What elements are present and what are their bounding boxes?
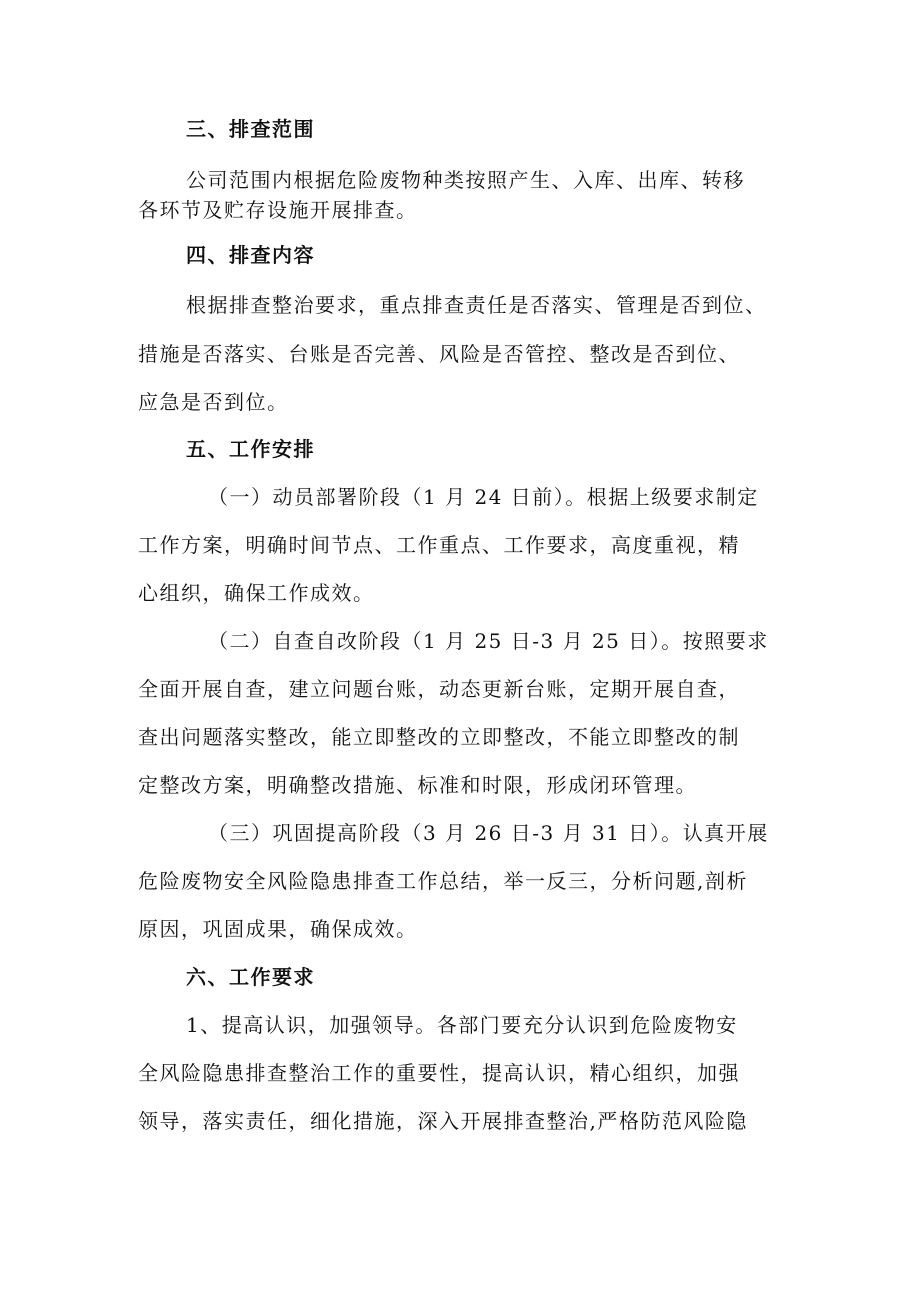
section-heading: 五、工作安排 (186, 437, 315, 461)
paragraph-line: 措施是否落实、台账是否完善、风险是否管控、整改是否到位、 (138, 342, 740, 366)
section-heading: 三、排查范围 (186, 117, 315, 141)
paragraph-line: 公司范围内根据危险废物种类按照产生、入库、出库、转移 (186, 168, 745, 192)
paragraph-line: 查出问题落实整改，能立即整改的立即整改，不能立即整改的制 (138, 725, 740, 749)
section-heading: 四、排查内容 (186, 243, 315, 267)
paragraph-line: 危险废物安全风险隐患排查工作总结，举一反三，分析问题,剖析 (138, 869, 748, 893)
paragraph-line: 领导，落实责任，细化措施，深入开展排查整治,严格防范风险隐 (138, 1109, 748, 1133)
paragraph-line: （二）自查自改阶段（1 月 25 日-3 月 25 日）。按照要求 (208, 629, 769, 653)
paragraph-line: 工作方案，明确时间节点、工作重点、工作要求，高度重视，精 (138, 533, 740, 557)
paragraph-line: 全面开展自查，建立问题台账，动态更新台账，定期开展自查， (138, 677, 740, 701)
paragraph-line: （一）动员部署阶段（1 月 24 日前）。根据上级要求制定 (208, 485, 759, 509)
paragraph-line: 1、提高认识，加强领导。各部门要充分认识到危险废物安 (186, 1013, 738, 1037)
paragraph-line: 全风险隐患排查整治工作的重要性，提高认识，精心组织，加强 (138, 1061, 740, 1085)
paragraph-line: 各环节及贮存设施开展排查。 (138, 198, 418, 222)
paragraph-line: 应急是否到位。 (138, 390, 289, 414)
paragraph-line: 心组织，确保工作成效。 (138, 581, 375, 605)
paragraph-line: 原因，巩固成果，确保成效。 (138, 917, 418, 941)
paragraph-line: 定整改方案，明确整改措施、标准和时限，形成闭环管理。 (138, 773, 697, 797)
paragraph-line: 根据排查整治要求，重点排查责任是否落实、管理是否到位、 (186, 293, 767, 317)
paragraph-line: （三）巩固提高阶段（3 月 26 日-3 月 31 日）。认真开展 (208, 821, 769, 845)
section-heading: 六、工作要求 (186, 965, 315, 989)
